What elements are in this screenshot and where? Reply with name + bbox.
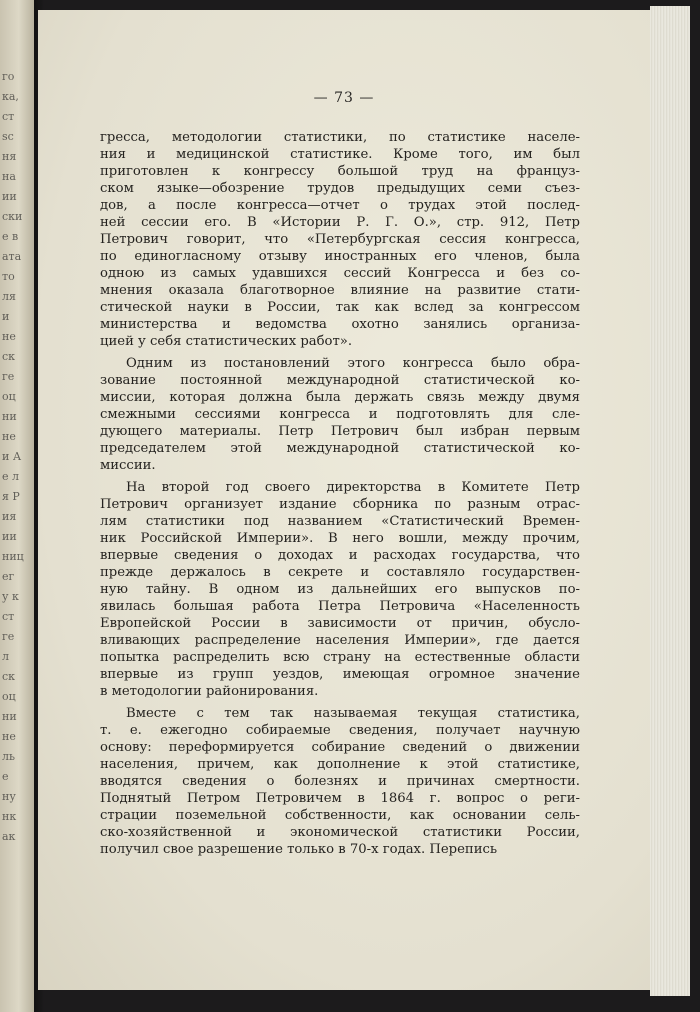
left-page-fragment: sc <box>2 130 14 143</box>
text-line: ском языке—обозрение трудов предыдущих семи съез- <box>100 181 580 196</box>
paragraph <box>100 479 580 700</box>
text-line: Европейской России в зависимости от причин, обусло- <box>100 616 580 631</box>
text-line: Одним из постановлений этого конгресса было обра- <box>126 356 580 371</box>
left-page-fragment: ни <box>2 710 17 723</box>
text-line: попытка распределить всю страну на естественные области <box>100 650 580 665</box>
text-line: вводятся сведения о болезнях и причинах смертности. <box>100 774 580 789</box>
left-page-fragment: ля <box>2 290 16 303</box>
left-page-fragment: ст <box>2 110 15 123</box>
left-page-fragment: не <box>2 730 16 743</box>
text-line: министерства и ведомства охотно занялись организа- <box>100 317 580 332</box>
left-page-fragment: ка, <box>2 90 19 103</box>
text-line: одною из самых удавшихся сессий Конгресса и без со- <box>100 266 580 281</box>
text-line: населения, причем, как дополнение к этой статистике, <box>100 757 580 772</box>
left-page-fragment: на <box>2 170 16 183</box>
left-page-fragment: ии <box>2 530 17 543</box>
text-line: впервые сведения о доходах и расходах государства, что <box>100 548 580 563</box>
text-line: явилась большая работа Петра Петровича «Населенность <box>100 599 580 614</box>
left-page-fragment: то <box>2 270 15 283</box>
body-text <box>100 129 580 863</box>
left-page-fragment: ну <box>2 790 16 803</box>
left-page-fragment: я Р <box>2 490 20 503</box>
left-page-edge <box>0 0 34 1012</box>
text-line: основу: переформируется собирание сведений о движении <box>100 740 580 755</box>
left-page-fragment: ак <box>2 830 16 843</box>
left-page-fragment: и <box>2 310 10 323</box>
left-page-fragment: е <box>2 770 9 783</box>
left-page-fragment: ге <box>2 370 15 383</box>
book-page <box>38 10 650 990</box>
text-line: т. е. ежегодно собираемые сведения, получает научную <box>100 723 580 738</box>
left-page-fragment: у к <box>2 590 19 603</box>
text-line: получил свое разрешение только в 70-х годах. Перепись <box>100 842 498 857</box>
text-line: Поднятый Петром Петровичем в 1864 г. вопрос о реги- <box>100 791 580 806</box>
left-page-fragment: не <box>2 430 16 443</box>
text-line: ния и медицинской статистике. Кроме того, им был <box>100 147 580 162</box>
left-page-fragment: ски <box>2 210 23 223</box>
text-line: зование постоянной международной статистической ко- <box>100 373 580 388</box>
text-line: ную тайну. В одном из дальнейших его выпусков по- <box>100 582 580 597</box>
left-page-fragment: нк <box>2 810 17 823</box>
text-line: Вместе с тем так называемая текущая статистика, <box>126 706 580 721</box>
text-line: лям статистики под названием «Статистический Времен- <box>100 514 580 529</box>
text-line: председателем этой международной статистической ко- <box>100 441 580 456</box>
left-page-fragment: и А <box>2 450 22 463</box>
text-line: прежде держалось в секрете и составляло государствен- <box>100 565 580 580</box>
left-page-fragment: ге <box>2 630 15 643</box>
text-line: ней сессии его. В «Истории Р. Г. О.», стр. 912, Петр <box>100 215 580 230</box>
text-line: приготовлен к конгрессу большой труд на француз- <box>100 164 580 179</box>
left-page-fragment: оц <box>2 390 16 403</box>
text-line: цией у себя статистических работ». <box>100 334 353 349</box>
left-page-fragment: е в <box>2 230 19 243</box>
text-line: ско-хозяйственной и экономической статистики России, <box>100 825 580 840</box>
text-line: страции поземельной собственности, как основании сель- <box>100 808 580 823</box>
text-line: ник Российской Империи». В него вошли, между прочим, <box>100 531 580 546</box>
text-line: вливающих распределение населения Империи», где дается <box>100 633 580 648</box>
left-page-fragment: ль <box>2 750 15 763</box>
text-line: миссии. <box>100 458 156 473</box>
paragraph <box>100 129 580 350</box>
left-page-fragment: не <box>2 330 16 343</box>
left-page-fragment: ии <box>2 190 17 203</box>
left-page-fragment: е л <box>2 470 19 483</box>
left-page-fragment: го <box>2 70 15 83</box>
paragraph <box>100 355 580 474</box>
left-page-fragment: л <box>2 650 9 663</box>
left-page-fragment: ата <box>2 250 22 263</box>
text-line: На второй год своего директорства в Комитете Петр <box>126 480 580 495</box>
paragraph <box>100 705 580 858</box>
text-line: по единогласному отзыву иностранных его членов, была <box>100 249 580 264</box>
text-line: гресса, методологии статистики, по статистике населе- <box>100 130 580 145</box>
left-page-fragment: ни <box>2 410 17 423</box>
left-page-fragment: ня <box>2 150 17 163</box>
left-page-fragment: ст <box>2 610 15 623</box>
text-line: впервые из групп уездов, имеющая огромное значение <box>100 667 580 682</box>
left-page-fragment: ск <box>2 670 16 683</box>
text-line: в методологии районирования. <box>100 684 319 699</box>
text-line: стической науки в России, так как вслед за конгрессом <box>100 300 580 315</box>
left-page-fragment: ниц <box>2 550 24 563</box>
text-line: Петрович говорит, что «Петербургская сессия конгресса, <box>100 232 580 247</box>
text-line: мнения оказала благотворное влияние на развитие стати- <box>100 283 580 298</box>
text-line: Петрович организует издание сборника по разным отрас- <box>100 497 580 512</box>
left-page-fragment: ия <box>2 510 17 523</box>
left-page-fragment: ск <box>2 350 16 363</box>
text-line: дующего материалы. Петр Петрович был избран первым <box>100 424 580 439</box>
left-page-fragment: оц <box>2 690 16 703</box>
text-line: смежными сессиями конгресса и подготовлять для сле- <box>100 407 580 422</box>
page-number: — 73 — <box>313 90 375 106</box>
text-line: дов, а после конгресса—отчет о трудах этой послед- <box>100 198 580 213</box>
left-page-fragment: ег <box>2 570 15 583</box>
page-stack-edge <box>650 6 690 996</box>
text-line: миссии, которая должна была держать связь между двумя <box>100 390 580 405</box>
